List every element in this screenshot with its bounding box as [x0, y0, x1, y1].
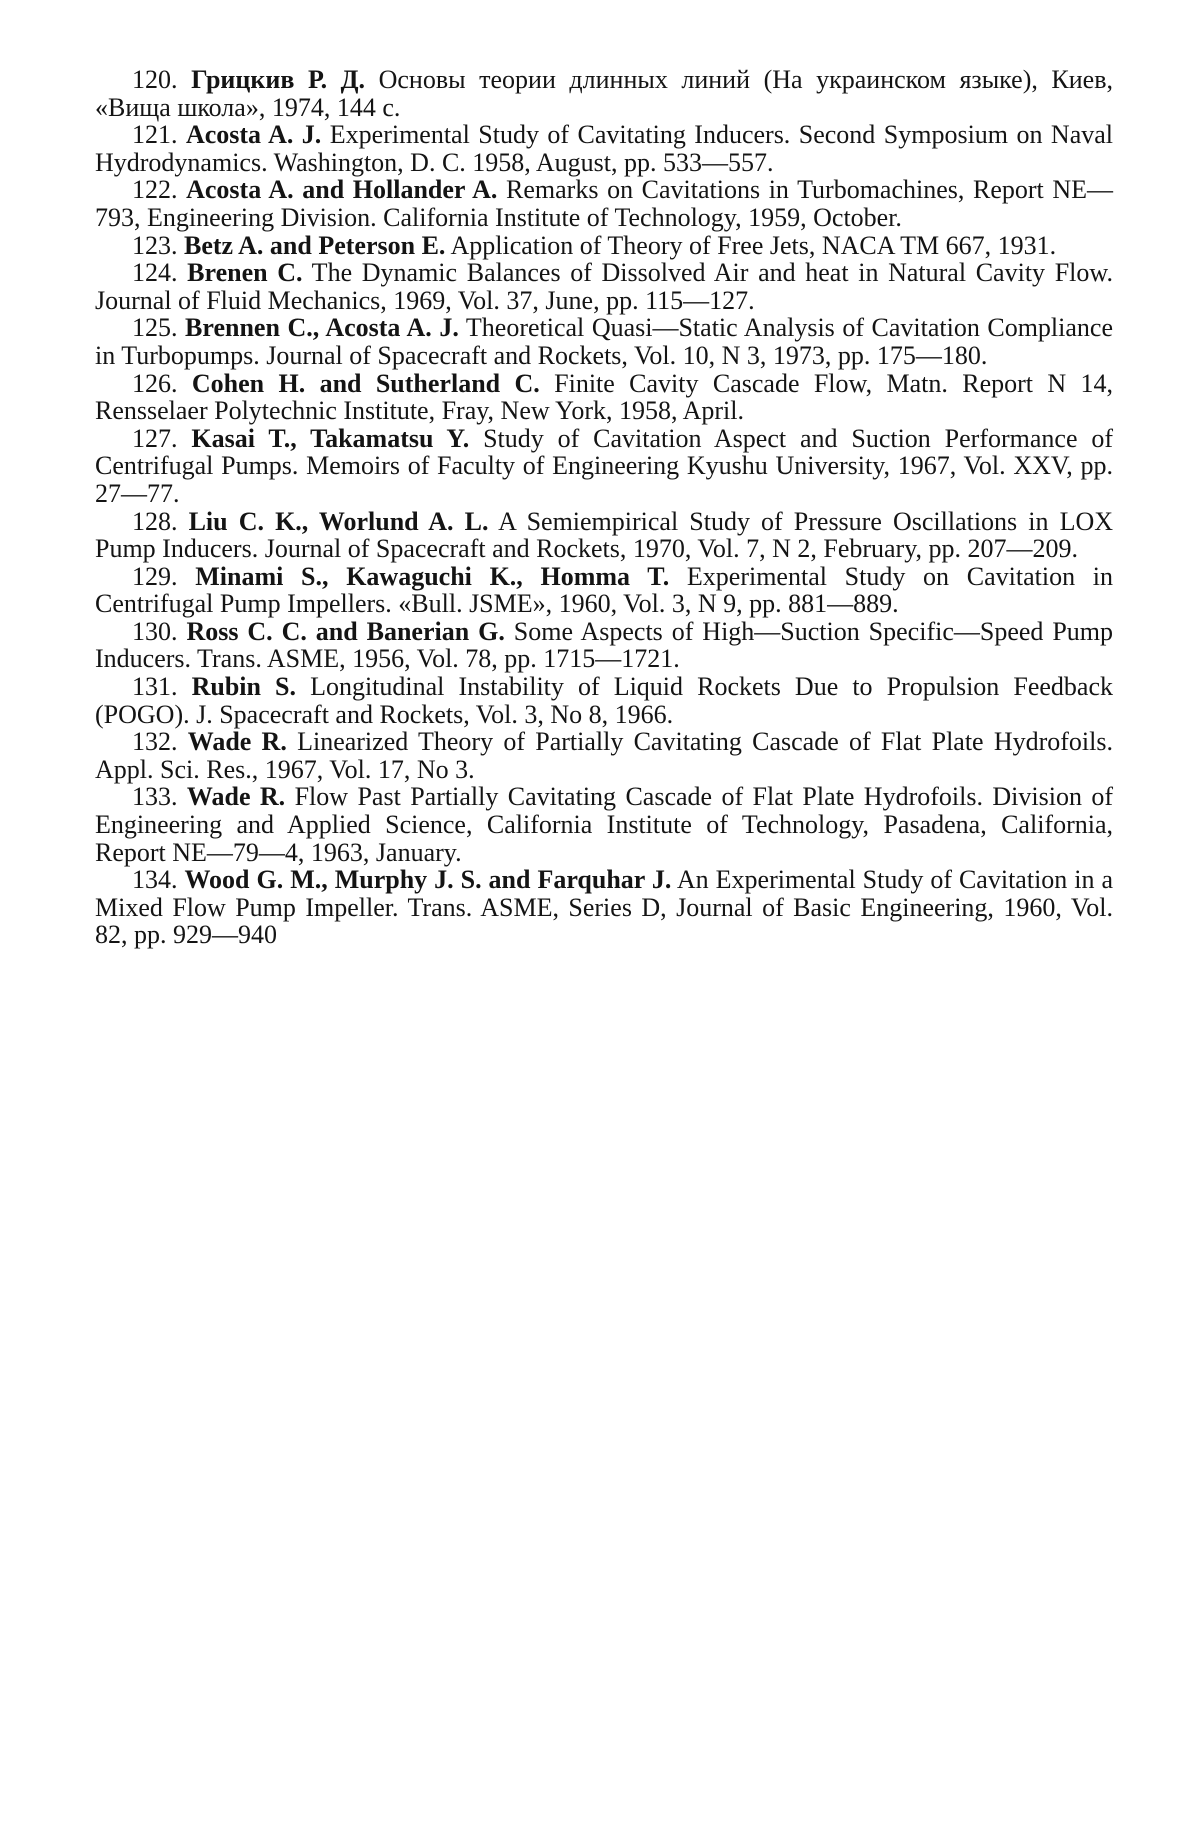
reference-text: Application of Theory of Free Jets, NACA TM 667, 1931. [445, 230, 1057, 260]
reference-number: 128. [132, 506, 178, 536]
reference-number: 124. [132, 258, 178, 288]
reference-item [95, 66, 1113, 121]
reference-number: 123. [132, 230, 178, 260]
reference-number: 127. [132, 423, 178, 453]
reference-item [95, 866, 1113, 949]
reference-authors: Minami S., Kawaguchi K., Homma T. [195, 561, 670, 591]
reference-authors: Brenen C. [187, 258, 303, 288]
reference-item [95, 508, 1113, 563]
reference-text: Finite Cavity Cascade Flow, Matn. Report N 14, Rensselaer Polytechnic Institute, Fray, New York, 1958, April. [95, 368, 1114, 426]
reference-item [95, 618, 1113, 673]
reference-authors: Betz A. and Peterson E. [184, 230, 446, 260]
reference-text: A Semiempirical Study of Pressure Oscillations in LOX Pump Inducers. Journal of Spacecraft and Rockets, 1970, Vol. 7, N 2, February, pp. 207—209. [95, 506, 1114, 564]
reference-item [95, 728, 1113, 783]
reference-text: Study of Cavitation Aspect and Suction Performance of Centrifugal Pumps. Memoirs of Faculty of Engineering Kyushu University, 1967, Vol. XXV, pp. 27—77. [95, 423, 1114, 508]
reference-text: An Experimental Study of Cavitation in a Mixed Flow Pump Impeller. Trans. ASME, Series D, Journal of Basic Engineering, 1960, Vol. 82, pp. 929—940 [95, 865, 1114, 950]
reference-authors: Acosta A. and Hollander A. [186, 175, 498, 205]
reference-authors: Rubin S. [191, 672, 296, 702]
reference-text: Experimental Study of Cavitating Inducers. Second Symposium on Naval Hydrodynamics. Washington, D. C. 1958, August, pp. 533—557. [95, 120, 1113, 177]
reference-item [95, 563, 1113, 618]
reference-number: 133. [132, 782, 178, 812]
reference-item [95, 314, 1113, 369]
reference-text: Linearized Theory of Partially Cavitating Cascade of Flat Plate Hydrofoils. Appl. Sci. Res., 1967, Vol. 17, No 3. [95, 727, 1114, 784]
reference-number: 132. [132, 727, 178, 757]
reference-number: 129. [132, 561, 178, 591]
reference-authors: Wade R. [187, 727, 287, 757]
reference-item [95, 673, 1113, 728]
reference-item [95, 783, 1113, 866]
reference-number: 125. [132, 313, 178, 343]
reference-number: 126. [132, 368, 178, 398]
reference-text: Theoretical Quasi—Static Analysis of Cavitation Compliance in Turbopumps. Journal of Spacecraft and Rockets, Vol. 10, N 3, 1973, pp. 175—180. [95, 313, 1114, 370]
reference-text: Flow Past Partially Cavitating Cascade of Flat Plate Hydrofoils. Division of Engineering and Applied Science, California Institute of Technology, Pasadena, California, Report NE—79—4, 1963, January. [95, 782, 1114, 867]
reference-text: Longitudinal Instability of Liquid Rockets Due to Propulsion Feedback (POGO). J. Spacecraft and Rockets, Vol. 3, No 8, 1966. [95, 672, 1113, 729]
reference-authors: Wade R. [186, 782, 286, 812]
reference-number: 121. [132, 120, 178, 150]
reference-authors: Грицкив Р. Д. [191, 65, 366, 94]
reference-text: Some Aspects of High—Suction Specific—Speed Pump Inducers. Trans. ASME, 1956, Vol. 78, pp. 1715—1721. [95, 616, 1114, 674]
reference-text: The Dynamic Balances of Dissolved Air and heat in Natural Cavity Flow. Journal of Fluid Mechanics, 1969, Vol. 37, June, pp. 115—127. [95, 258, 1113, 315]
reference-item [95, 232, 1113, 260]
reference-authors: Wood G. M., Murphy J. S. and Farquhar J. [184, 865, 672, 895]
reference-number: 120. [132, 65, 178, 94]
reference-authors: Acosta A. J. [185, 120, 322, 150]
reference-authors: Kasai T., Takamatsu Y. [191, 423, 470, 453]
reference-item [95, 425, 1113, 508]
reference-item [95, 370, 1113, 425]
reference-authors: Brennen C., Acosta A. J. [185, 313, 459, 343]
reference-authors: Cohen H. and Sutherland C. [191, 368, 540, 398]
reference-authors: Liu C. K., Worlund A. L. [188, 506, 489, 536]
reference-number: 134. [132, 865, 178, 895]
reference-item [95, 259, 1113, 314]
reference-list [95, 66, 1113, 949]
reference-number: 122. [132, 175, 178, 205]
reference-number: 130. [132, 616, 178, 646]
reference-number: 131. [132, 672, 178, 702]
reference-item [95, 121, 1113, 176]
reference-text: Experimental Study on Cavitation in Centrifugal Pump Impellers. «Bull. JSME», 1960, Vol. 3, N 9, pp. 881—889. [95, 561, 1114, 619]
reference-text: Remarks on Cavitations in Turbomachines, Report NE—793, Engineering Division. California Institute of Technology, 1959, October. [95, 175, 1114, 232]
reference-authors: Ross C. C. and Banerian G. [186, 616, 505, 646]
reference-item [95, 176, 1113, 231]
reference-text: Основы теории длинных линий (На украинском языке), Киев, «Вища школа», 1974, 144 с. [95, 65, 1113, 122]
